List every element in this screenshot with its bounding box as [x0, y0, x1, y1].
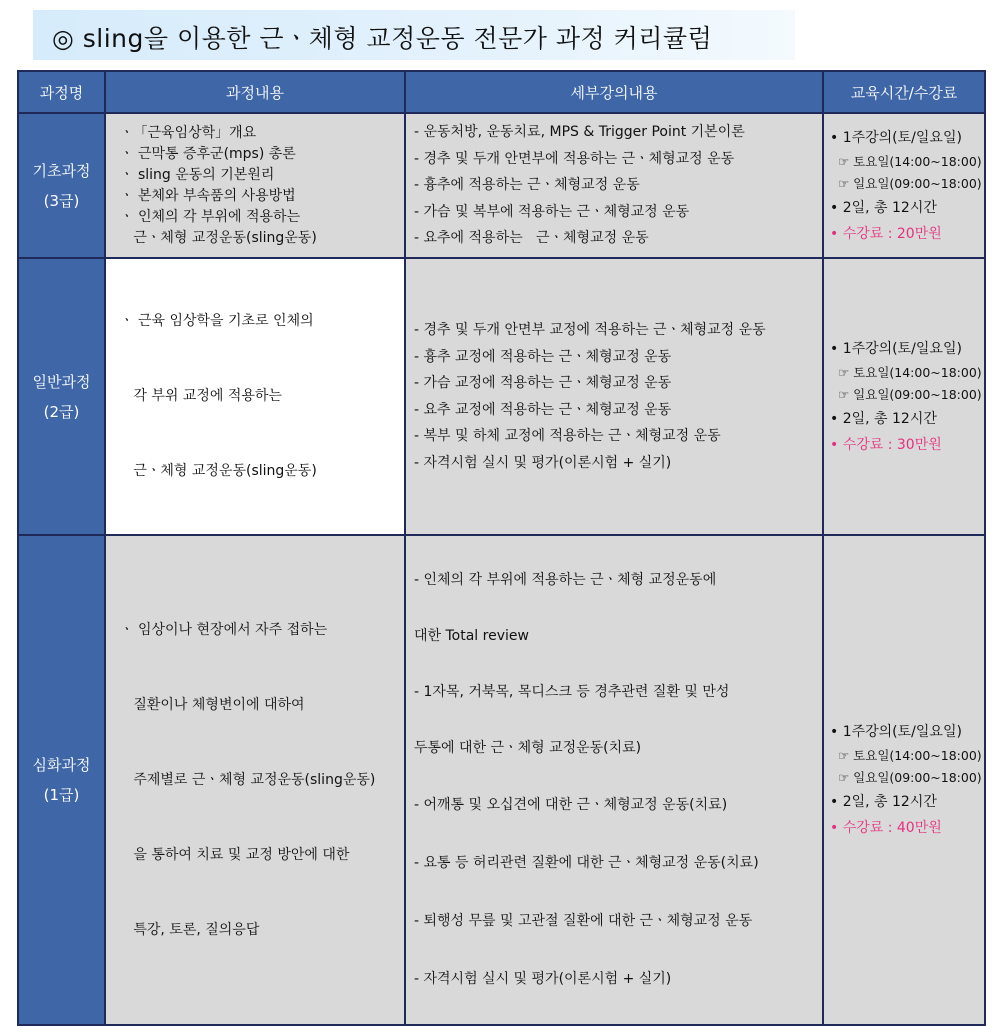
detail-line: - 자격시험 실시 및 평가(이론시험 + 실기) — [414, 454, 672, 471]
content-line: ㆍ 인체의 각 부위에 적용하는 — [120, 208, 301, 225]
fee-sessions: • 1주강의(토/일요일) — [830, 340, 962, 357]
lecture-details-cell — [405, 258, 823, 535]
content-line: 을 통하여 치료 및 교정 방안에 대한 — [120, 846, 350, 863]
detail-line: - 요추에 적용하는 근ㆍ체형교정 운동 — [414, 230, 649, 247]
detail-line: - 인체의 각 부위에 적용하는 근ㆍ체형 교정운동에 — [414, 572, 717, 588]
fee-saturday: ☞ 토요일(14:00~18:00) — [838, 748, 982, 763]
content-line: 질환이나 체형변이에 대하여 — [120, 696, 305, 713]
detail-line: - 요추 교정에 적용하는 근ㆍ체형교정 운동 — [414, 401, 672, 418]
detail-line: - 흉추 교정에 적용하는 근ㆍ체형교정 운동 — [414, 348, 672, 365]
detail-line: 대한 Total review — [414, 628, 529, 644]
content-line: ㆍ「근육임상학」개요 — [120, 124, 257, 141]
content-line: ㆍ 본체와 부속품의 사용방법 — [120, 187, 296, 204]
content-line: 특강, 토론, 질의응답 — [120, 921, 260, 938]
detail-line: - 경추 및 두개 안면부 교정에 적용하는 근ㆍ체형교정 운동 — [414, 322, 766, 338]
header-lecture-details: 세부강의내용 — [405, 71, 823, 113]
course-name: 기초과정 — [32, 161, 91, 180]
content-line: ㆍ 임상이나 현장에서 자주 접하는 — [120, 621, 328, 638]
table-row — [18, 113, 985, 258]
content-line: ㆍ 근막통 증후군(mps) 총론 — [120, 145, 296, 162]
time-fee-cell — [823, 113, 985, 258]
course-level: (3급) — [43, 191, 80, 210]
detail-line: - 1자목, 거북목, 목디스크 등 경추관련 질환 및 만성 — [414, 684, 730, 700]
fee-saturday: ☞ 토요일(14:00~18:00) — [838, 364, 982, 380]
fee-sessions: • 1주강의(토/일요일) — [830, 724, 962, 740]
fee-saturday: ☞ 토요일(14:00~18:00) — [838, 153, 982, 169]
course-content-cell — [105, 535, 405, 1025]
course-name: 심화과정 — [32, 756, 91, 774]
header-course-name: 과정명 — [18, 71, 105, 113]
detail-line: - 복부 및 하체 교정에 적용하는 근ㆍ체형교정 운동 — [414, 428, 721, 444]
page-title: ◎ sling을 이용한 근ㆍ체형 교정운동 전문가 과정 커리큘럼 — [52, 24, 713, 53]
course-name-cell — [18, 535, 105, 1025]
detail-line: - 가슴 및 복부에 적용하는 근ㆍ체형교정 운동 — [414, 203, 690, 220]
fee-price: • 수강료 : 30만원 — [830, 436, 942, 453]
fee-price: • 수강료 : 40만원 — [830, 820, 942, 836]
detail-line: - 퇴행성 무릎 및 고관절 질환에 대한 근ㆍ체형교정 운동 — [414, 913, 753, 929]
lecture-details-cell — [405, 113, 823, 258]
fee-sessions: • 1주강의(토/일요일) — [830, 129, 962, 146]
time-fee-cell — [823, 258, 985, 535]
time-fee-cell — [823, 535, 985, 1025]
fee-sunday: ☞ 일요일(09:00~18:00) — [838, 770, 982, 785]
course-name: 일반과정 — [32, 372, 91, 391]
content-line: 각 부위 교정에 적용하는 — [120, 388, 282, 404]
detail-line: - 운동처방, 운동치료, MPS & Trigger Point 기본이론 — [414, 124, 745, 141]
detail-line: - 요통 등 허리관련 질환에 대한 근ㆍ체형교정 운동(치료) — [414, 855, 759, 871]
header-row — [18, 71, 985, 113]
fee-sunday: ☞ 일요일(09:00~18:00) — [838, 175, 982, 191]
detail-line: - 자격시험 실시 및 평가(이론시험 + 실기) — [414, 971, 672, 987]
detail-line: - 가슴 교정에 적용하는 근ㆍ체형교정 운동 — [414, 375, 672, 391]
fee-total-hours: • 2일, 총 12시간 — [830, 199, 937, 216]
content-line: 근ㆍ체형 교정운동(sling운동) — [120, 229, 317, 246]
fee-sunday: ☞ 일요일(09:00~18:00) — [838, 386, 982, 402]
table-row — [18, 535, 985, 1025]
detail-line: - 흉추에 적용하는 근ㆍ체형교정 운동 — [414, 177, 640, 194]
course-content-cell — [105, 258, 405, 535]
course-level: (1급) — [43, 786, 80, 804]
fee-total-hours: • 2일, 총 12시간 — [830, 410, 937, 427]
fee-total-hours: • 2일, 총 12시간 — [830, 794, 937, 810]
detail-line: - 경추 및 두개 안면부에 적용하는 근ㆍ체형교정 운동 — [414, 150, 735, 167]
course-name-cell — [18, 258, 105, 535]
curriculum-table — [17, 70, 986, 1026]
content-line: ㆍ sling 운동의 기본원리 — [120, 166, 275, 183]
table-row — [18, 258, 985, 535]
lecture-details-cell — [405, 535, 823, 1025]
fee-price: • 수강료 : 20만원 — [830, 225, 942, 242]
course-content-cell — [105, 113, 405, 258]
header-time-fee: 교육시간/수강료 — [823, 71, 985, 113]
detail-line: 두통에 대한 근ㆍ체형 교정운동(치료) — [414, 740, 642, 756]
course-level: (2급) — [43, 402, 80, 421]
detail-line: - 어깨통 및 오십견에 대한 근ㆍ체형교정 운동(치료) — [414, 797, 728, 813]
content-line: 근ㆍ체형 교정운동(sling운동) — [120, 463, 317, 479]
header-course-content: 과정내용 — [105, 71, 405, 113]
course-name-cell — [18, 113, 105, 258]
content-line: 주제별로 근ㆍ체형 교정운동(sling운동) — [120, 771, 376, 788]
content-line: ㆍ 근육 임상학을 기초로 인체의 — [120, 313, 314, 329]
